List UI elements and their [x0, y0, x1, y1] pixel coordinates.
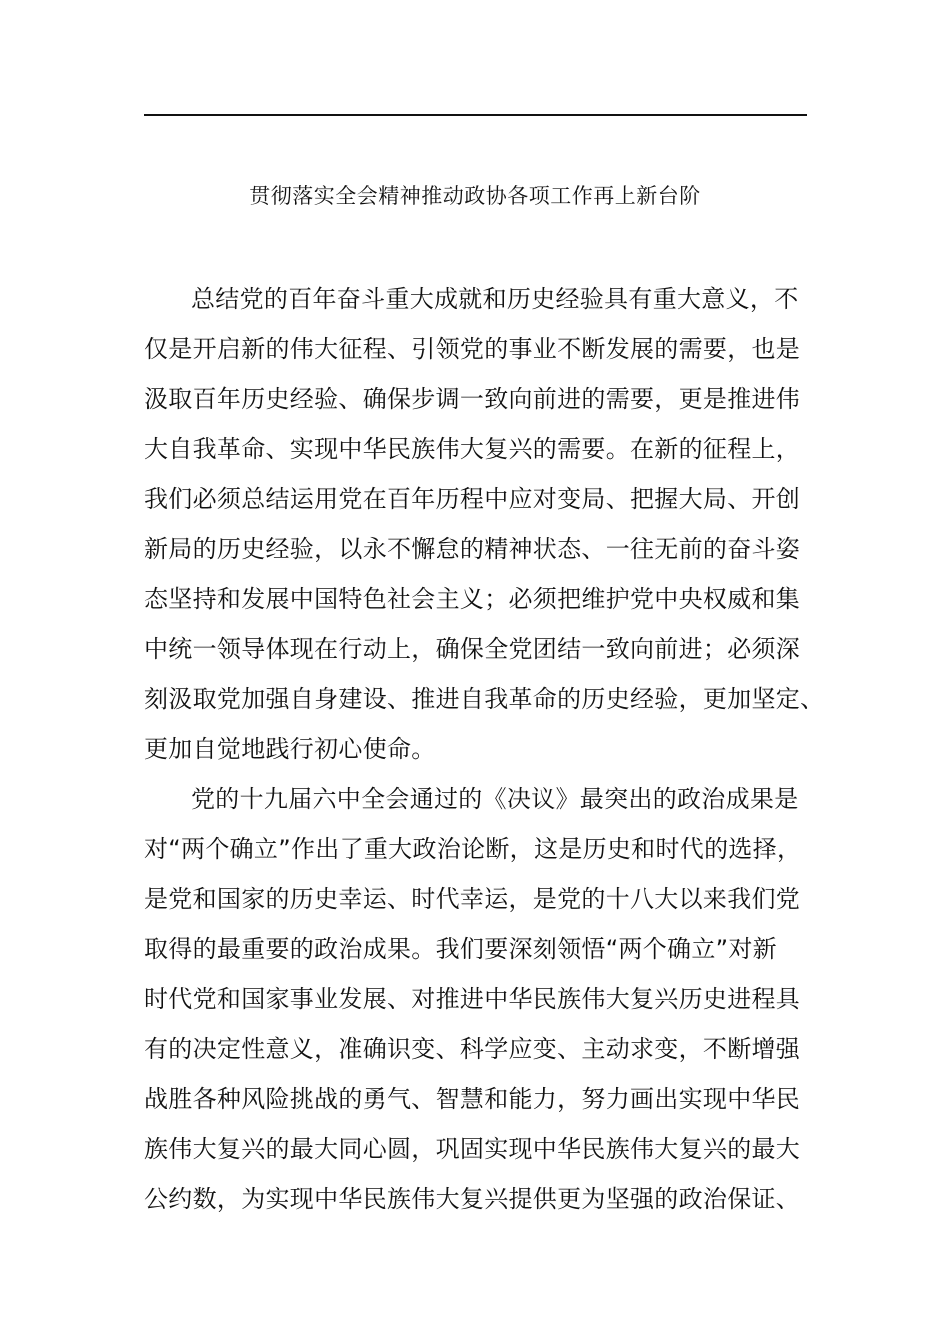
paragraph-1-line: 汲取百年历史经验、确保步调一致向前进的需要，更是推进伟 [144, 385, 801, 413]
paragraph-2-line: 是党和国家的历史幸运、时代幸运，是党的十八大以来我们党 [144, 885, 801, 913]
paragraph-1-line: 更加自觉地践行初心使命。 [144, 735, 436, 763]
paragraph-1-line: 态坚持和发展中国特色社会主义；必须把维护党中央权威和集 [144, 585, 801, 613]
paragraph-2-line: 党的十九届六中全会通过的《决议》最突出的政治成果是 [191, 785, 799, 813]
paragraph-2-line: 战胜各种风险挑战的勇气、智慧和能力，努力画出实现中华民 [144, 1085, 801, 1113]
document-title: 贯彻落实全会精神推动政协各项工作再上新台阶 [249, 184, 701, 208]
paragraph-2-line: 有的决定性意义，准确识变、科学应变、主动求变，不断增强 [144, 1035, 801, 1063]
paragraph-1-line: 新局的历史经验，以永不懈怠的精神状态、一往无前的奋斗姿 [144, 535, 801, 563]
paragraph-2-line: 对“两个确立”作出了重大政治论断，这是历史和时代的选择， [144, 835, 802, 863]
paragraph-1-line: 刻汲取党加强自身建设、推进自我革命的历史经验，更加坚定、 [144, 685, 825, 713]
paragraph-1-line: 中统一领导体现在行动上，确保全党团结一致向前进；必须深 [144, 635, 801, 663]
document-body [144, 274, 824, 1224]
header-rule [144, 114, 807, 116]
paragraph-2-line: 时代党和国家事业发展、对推进中华民族伟大复兴历史进程具 [144, 985, 801, 1013]
paragraph-1-line: 我们必须总结运用党在百年历程中应对变局、把握大局、开创 [144, 485, 801, 513]
paragraph-2-line: 族伟大复兴的最大同心圆，巩固实现中华民族伟大复兴的最大 [144, 1135, 801, 1163]
paragraph-1-line: 大自我革命、实现中华民族伟大复兴的需要。在新的征程上， [144, 435, 801, 463]
paragraph-1-line: 仅是开启新的伟大征程、引领党的事业不断发展的需要，也是 [144, 335, 801, 363]
paragraph-2-line: 公约数，为实现中华民族伟大复兴提供更为坚强的政治保证、 [144, 1185, 801, 1213]
paragraph-2-line: 取得的最重要的政治成果。我们要深刻领悟“两个确立”对新 [144, 935, 777, 963]
paragraph-1-line: 总结党的百年奋斗重大成就和历史经验具有重大意义，不 [191, 285, 799, 313]
